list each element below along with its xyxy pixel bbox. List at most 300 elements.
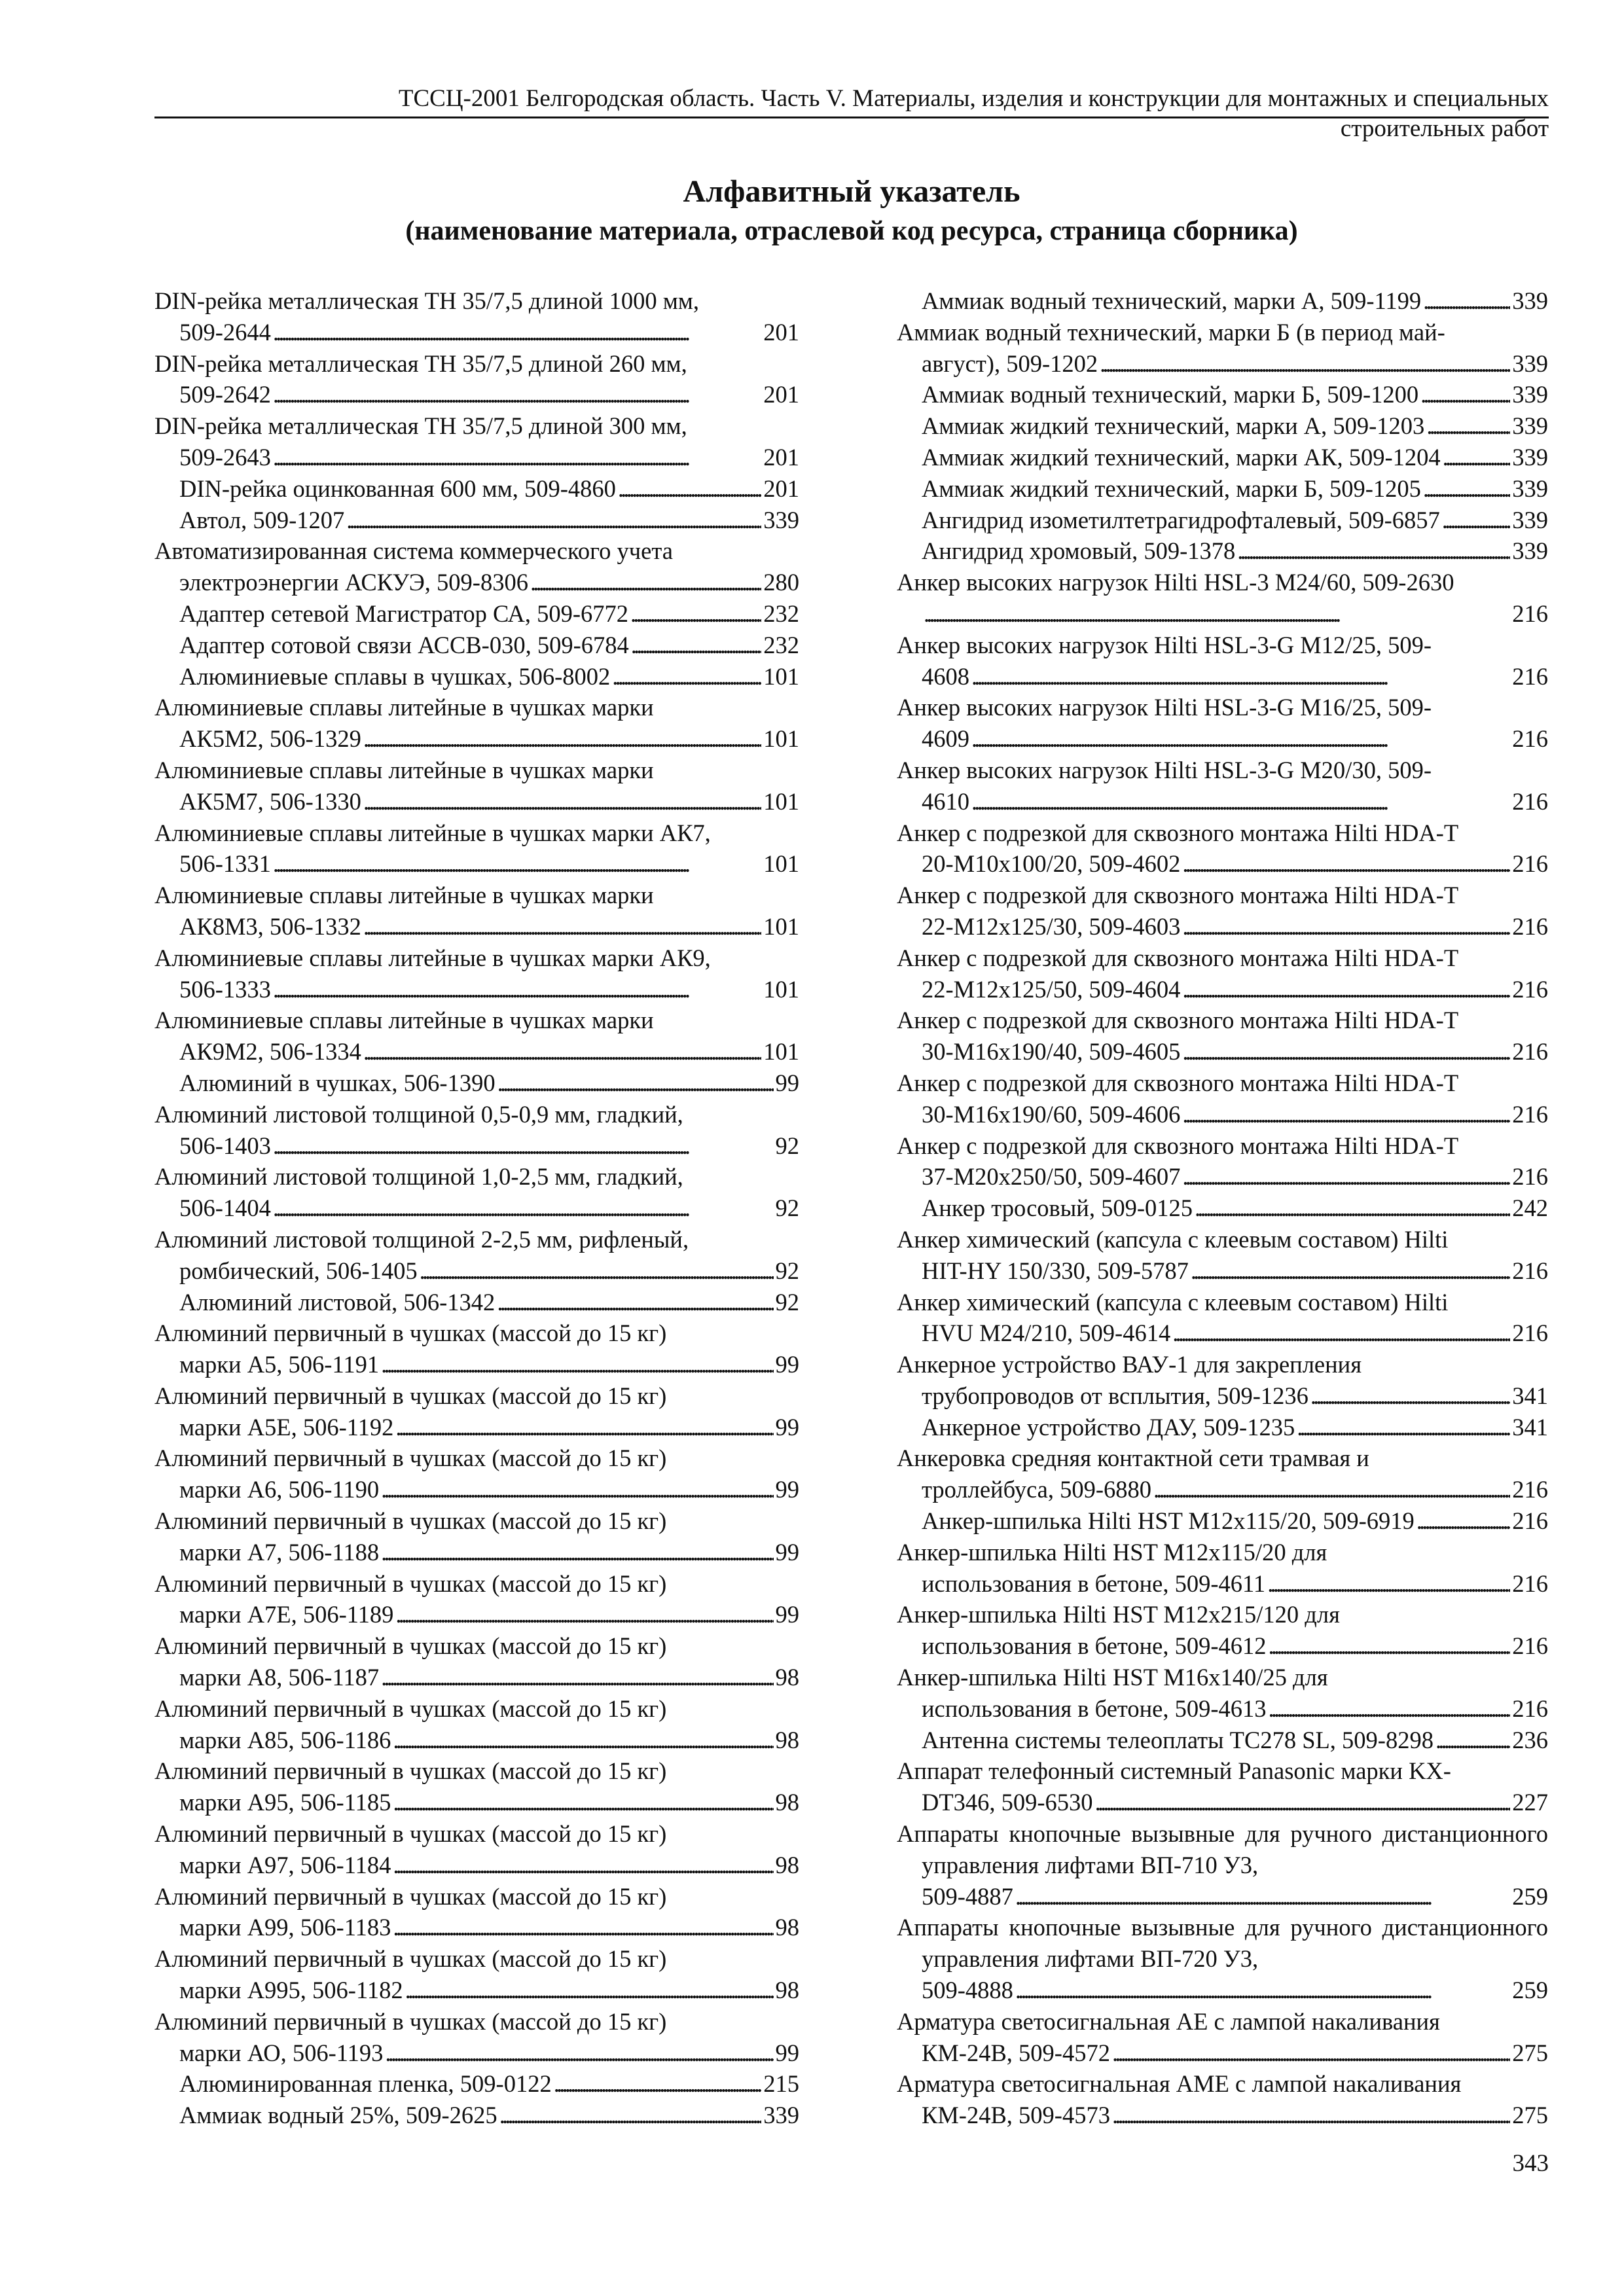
entry-text: Анкер с подрезкой для сквозного монтажа Hilti HDA-T [897, 1069, 1459, 1096]
entry-text: Анкер-шпилька Hilti HST M12x115/20 для [897, 1538, 1327, 1566]
entry-leader-line [179, 1912, 799, 1943]
entry-text: Алюминий первичный в чушках (массой до 15 кг) [154, 1570, 667, 1597]
entry-leader-line [922, 1630, 1548, 1662]
entry-code: 22-M12x125/30, 509-4603 [922, 912, 1181, 940]
entry-page-number: 201 [763, 318, 799, 346]
dot-leader [1182, 911, 1510, 942]
entry-leader-line [179, 379, 799, 410]
entry-page-number: 216 [1512, 1257, 1548, 1284]
entry-text: Алюминиевые сплавы литейные в чушках марки [154, 694, 654, 721]
entry-code: HVU M24/210, 509-4614 [922, 1319, 1171, 1347]
index-entry [154, 1630, 799, 1693]
entry-page-number: 201 [763, 475, 799, 502]
entry-text: Алюминий листовой толщиной 0,5-0,9 мм, гладкий, [154, 1100, 683, 1128]
entry-code: Анкерное устройство ДАУ, 509-1235 [922, 1413, 1295, 1441]
dot-leader [1182, 974, 1510, 1005]
entry-leader-line [922, 1099, 1548, 1130]
dot-leader [1416, 1505, 1511, 1537]
entry-code: марки А7Е, 506-1189 [179, 1601, 394, 1628]
index-entry [154, 942, 799, 1005]
entry-leader-line [922, 1725, 1548, 1756]
dot-leader [273, 1130, 774, 1162]
dot-leader [393, 1912, 773, 1943]
entry-text: Анкер химический (капсула с клеевым составом) Hilti [897, 1288, 1449, 1316]
dot-leader [273, 848, 761, 880]
entry-page-number: 101 [763, 662, 799, 690]
entry-code: 506-1331 [179, 850, 271, 878]
index-entry [897, 630, 1548, 692]
index-entry [897, 1912, 1548, 2005]
entry-code: марки А7, 506-1188 [179, 1538, 380, 1566]
entry-page-number: 98 [775, 1664, 799, 1691]
index-entry [897, 317, 1548, 380]
dot-leader [1095, 1787, 1511, 1818]
entry-leader-line [179, 567, 799, 598]
index-entry [154, 755, 799, 817]
entry-page-number: 339 [1512, 412, 1548, 440]
entry-code: 4609 [922, 725, 969, 753]
entry-leader-line [922, 1036, 1548, 1067]
index-entry [897, 817, 1548, 880]
index-entry [897, 692, 1548, 755]
entry-text: Анкер высоких нагрузок Hilti HSL-3 M24/60, 509-2630 [897, 569, 1454, 596]
entry-page-number: 201 [763, 443, 799, 471]
running-header [154, 84, 1549, 144]
entry-page-number: 216 [1512, 1038, 1548, 1066]
entry-leader-line [922, 1881, 1548, 1912]
dot-leader [1153, 1474, 1510, 1505]
index-entry [154, 630, 799, 661]
entry-page-number: 339 [763, 2102, 799, 2129]
entry-page-number: 92 [775, 1288, 799, 1316]
entry-leader-line [922, 848, 1548, 880]
dot-leader [395, 1599, 773, 1630]
dot-leader [1442, 505, 1511, 536]
dot-leader [363, 1036, 761, 1067]
entry-leader-line [179, 2068, 799, 2100]
entry-leader-line [179, 317, 799, 348]
entry-page-number: 341 [1512, 1413, 1548, 1441]
entry-code: электроэнергии АСКУЭ, 509-8306 [179, 569, 528, 596]
dot-leader [631, 630, 762, 661]
entry-code: Антенна системы телеоплаты ТС278 SL, 509-8298 [922, 1726, 1434, 1753]
dot-leader [1267, 1568, 1510, 1600]
entry-page-number: 216 [1512, 1476, 1548, 1503]
dot-leader [1269, 1630, 1511, 1662]
entry-text: Алюминий первичный в чушках (массой до 15 кг) [154, 1507, 667, 1535]
entry-leader-line [922, 598, 1548, 630]
entry-code: 506-1403 [179, 1132, 271, 1159]
entry-page-number: 101 [763, 1038, 799, 1066]
index-entry [897, 1599, 1548, 1662]
dot-leader [1423, 473, 1510, 505]
index-entry [897, 505, 1548, 536]
entry-leader-line [179, 1412, 799, 1443]
entry-code: марки А5, 506-1191 [179, 1351, 380, 1378]
entry-page-number: 216 [1512, 1163, 1548, 1191]
entry-text: Алюминий первичный в чушках (массой до 15 кг) [154, 2007, 667, 2035]
entry-leader-line [922, 505, 1548, 536]
entry-page-number: 339 [1512, 443, 1548, 471]
index-entry [897, 1537, 1548, 1600]
entry-page-number: 216 [1512, 912, 1548, 940]
entry-code: Адаптер сетевой Магистратор СА, 509-6772 [179, 600, 628, 627]
index-entry [154, 1505, 799, 1568]
entry-leader-line [179, 598, 799, 630]
dot-leader [363, 786, 761, 817]
entry-page-number: 92 [775, 1257, 799, 1284]
dot-leader [1182, 1036, 1510, 1067]
entry-page-number: 201 [763, 381, 799, 408]
index-entry [154, 2068, 799, 2100]
entry-page-number: 92 [775, 1194, 799, 1222]
dot-leader [420, 1255, 774, 1287]
index-entry [154, 1693, 799, 1756]
entry-code: АК5М7, 506-1330 [179, 787, 361, 815]
dot-leader [971, 661, 1510, 692]
entry-code: 37-M20x250/50, 509-4607 [922, 1163, 1181, 1191]
index-entry [897, 1818, 1548, 1912]
dot-leader [971, 786, 1510, 817]
entry-text: Алюминиевые сплавы литейные в чушках марки [154, 1007, 654, 1034]
entry-code: 30-M16x190/40, 509-4605 [922, 1038, 1181, 1066]
entry-text: Алюминий первичный в чушках (массой до 15 кг) [154, 1319, 667, 1347]
index-entry [154, 348, 799, 411]
dot-leader [273, 379, 761, 410]
entry-leader-line [922, 911, 1548, 942]
entry-page-number: 99 [775, 2039, 799, 2066]
entry-code: DIN-рейка оцинкованная 600 мм, 509-4860 [179, 475, 616, 502]
dot-leader [1182, 1099, 1510, 1130]
entry-page-number: 216 [1512, 975, 1548, 1003]
index-entry [897, 1067, 1548, 1130]
dot-leader [497, 1067, 774, 1099]
entry-page-number: 242 [1512, 1194, 1548, 1222]
entry-page-number: 280 [763, 569, 799, 596]
index-entry [897, 942, 1548, 1005]
entry-leader-line [922, 410, 1548, 442]
index-entry [897, 535, 1548, 567]
entry-leader-line [179, 1255, 799, 1287]
entry-leader-line [922, 1193, 1548, 1224]
entry-code: HIT-HY 150/330, 509-5787 [922, 1257, 1189, 1284]
dot-leader [530, 567, 761, 598]
entry-page-number: 99 [775, 1476, 799, 1503]
dot-leader [554, 2068, 762, 2100]
dot-leader [1420, 379, 1510, 410]
dot-leader [405, 1975, 774, 2006]
entry-page-number: 339 [1512, 381, 1548, 408]
dot-leader [273, 974, 761, 1005]
dot-leader [381, 1474, 773, 1505]
index-entry [154, 692, 799, 755]
entry-code: 30-M16x190/60, 509-4606 [922, 1100, 1181, 1128]
entry-code: Анкер тросовый, 509-0125 [922, 1194, 1193, 1222]
index-entry [897, 1412, 1548, 1443]
entry-text: Алюминий первичный в чушках (массой до 15 кг) [154, 1945, 667, 1973]
entry-text: Алюминиевые сплавы литейные в чушках марки АК7, [154, 819, 711, 846]
page-subtitle: (наименование материала, отраслевой код ресурса, страница сборника) [405, 216, 1298, 246]
index-entry [154, 598, 799, 630]
entry-code: 20-M10x100/20, 509-4602 [922, 850, 1181, 878]
dot-leader [971, 723, 1510, 755]
index-entry [154, 661, 799, 692]
dot-leader [618, 473, 761, 505]
index-entry [897, 1725, 1548, 1756]
entry-text: Анкер высоких нагрузок Hilti HSL-3-G M20/30, 509- [897, 756, 1432, 783]
entry-page-number: 98 [775, 1851, 799, 1878]
entry-leader-line [179, 723, 799, 755]
index-entry [154, 1005, 799, 1067]
dot-leader [385, 2037, 773, 2069]
index-entry [897, 1505, 1548, 1537]
dot-leader [363, 911, 761, 942]
index-entry [154, 1318, 799, 1380]
entry-code: Ангидрид изометилтетрагидрофталевый, 509-6857 [922, 506, 1440, 533]
entry-text: Анкер химический (капсула с клеевым составом) Hilti [897, 1225, 1449, 1253]
entry-code: марки А85, 506-1186 [179, 1726, 391, 1753]
entry-page-number: 101 [763, 787, 799, 815]
page-number: 343 [1512, 2150, 1549, 2177]
index-entry [897, 379, 1548, 410]
index-entry [897, 1287, 1548, 1350]
entry-leader-line [179, 1850, 799, 1881]
entry-code: трубопроводов от всплытия, 509-1236 [922, 1382, 1308, 1409]
entry-code: Алюминий листовой, 506-1342 [179, 1288, 496, 1316]
entry-page-number: 339 [1512, 537, 1548, 565]
entry-code: Алюминированная пленка, 509-0122 [179, 2070, 552, 2098]
entry-text: Аппараты кнопочные вызывные для ручного дистанционного управления лифтами ВП-720 У3, [897, 1914, 1548, 1973]
index-entry [154, 1818, 799, 1881]
entry-text: Анкеровка средняя контактной сети трамвая и [897, 1444, 1369, 1472]
entry-text: Алюминий первичный в чушках (массой до 15 кг) [154, 1632, 667, 1660]
index-entry [897, 880, 1548, 942]
entry-code: 506-1333 [179, 975, 271, 1003]
dot-leader [346, 505, 761, 536]
entry-code: Автол, 509-1207 [179, 506, 345, 533]
entry-leader-line [179, 1725, 799, 1756]
index-entry [154, 505, 799, 536]
index-entry [154, 1099, 799, 1162]
entry-page-number: 216 [1512, 787, 1548, 815]
entry-text: Алюминий первичный в чушках (массой до 15 кг) [154, 1382, 667, 1409]
entry-code: 506-1404 [179, 1194, 271, 1222]
index-entry [897, 1662, 1548, 1725]
entry-page-number: 216 [1512, 662, 1548, 690]
entry-page-number: 216 [1512, 1695, 1548, 1722]
index-entry [154, 285, 799, 348]
entry-code: марки АО, 506-1193 [179, 2039, 384, 2066]
entry-page-number: 232 [763, 631, 799, 658]
entry-leader-line [922, 535, 1548, 567]
entry-page-number: 216 [1512, 850, 1548, 878]
entry-text: Алюминий листовой толщиной 1,0-2,5 мм, гладкий, [154, 1163, 683, 1191]
entry-code: ромбический, 506-1405 [179, 1257, 418, 1284]
index-entry [897, 2068, 1548, 2131]
entry-leader-line [922, 1975, 1548, 2006]
entry-leader-line [179, 661, 799, 692]
index-entry [154, 1287, 799, 1318]
entry-page-number: 232 [763, 600, 799, 627]
dot-leader [1172, 1318, 1510, 1349]
dot-leader [395, 1412, 773, 1443]
dot-leader [393, 1787, 773, 1818]
entry-code: Анкер-шпилька Hilti HST M12x115/20, 509-6919 [922, 1507, 1415, 1535]
entry-page-number: 98 [775, 1977, 799, 2004]
entry-page-number: 216 [1512, 600, 1548, 627]
entry-code: марки А95, 506-1185 [179, 1789, 391, 1816]
entry-page-number: 98 [775, 1914, 799, 1941]
entry-page-number: 275 [1512, 2039, 1548, 2066]
dot-leader [273, 317, 761, 348]
entry-leader-line [179, 442, 799, 473]
dot-leader [612, 661, 761, 692]
entry-leader-line [922, 1693, 1548, 1725]
dot-leader [924, 598, 1510, 630]
index-entry [154, 2006, 799, 2069]
entry-page-number: 98 [775, 1726, 799, 1753]
entry-text: Алюминиевые сплавы литейные в чушках марки АК9, [154, 944, 711, 971]
entry-leader-line [179, 1349, 799, 1380]
entry-page-number: 339 [1512, 350, 1548, 377]
entry-page-number: 99 [775, 1538, 799, 1566]
index-entry [897, 442, 1548, 473]
index-entry [154, 880, 799, 942]
entry-text: Аппарат телефонный системный Panasonic марки KX- [897, 1757, 1451, 1785]
dot-leader [497, 1287, 773, 1318]
dot-leader [1443, 442, 1511, 473]
entry-code: Аммиак водный технический, марки А, 509-1199 [922, 287, 1422, 314]
dot-leader [499, 2100, 762, 2131]
index-entry [154, 1755, 799, 1818]
entry-text: Арматура светосигнальная АМЕ с лампой накаливания [897, 2070, 1462, 2098]
entry-leader-line [922, 1161, 1548, 1193]
entry-code: Аммиак водный 25%, 509-2625 [179, 2102, 497, 2129]
entry-text: Арматура светосигнальная АЕ с лампой накаливания [897, 2007, 1440, 2035]
entry-page-number: 92 [775, 1132, 799, 1159]
dot-leader [1015, 1975, 1510, 2006]
index-entry [154, 1380, 799, 1443]
entry-text: DIN-рейка металлическая ТН 35/7,5 длиной 260 мм, [154, 350, 687, 377]
entry-code: DT346, 509-6530 [922, 1789, 1093, 1816]
index-entry [154, 1224, 799, 1287]
page-title: Алфавитный указатель [683, 174, 1020, 209]
dot-leader [1112, 2037, 1510, 2069]
dot-leader [1269, 1693, 1511, 1725]
dot-leader [1191, 1255, 1510, 1287]
index-entry [154, 410, 799, 473]
index-entry [897, 473, 1548, 505]
entry-page-number: 216 [1512, 725, 1548, 753]
entry-code: марки А5Е, 506-1192 [179, 1413, 394, 1441]
entry-page-number: 99 [775, 1413, 799, 1441]
index-entry [897, 2006, 1548, 2069]
entry-text: Алюминий первичный в чушках (массой до 15 кг) [154, 1444, 667, 1472]
entry-leader-line [922, 1255, 1548, 1287]
entry-code: АК9М2, 506-1334 [179, 1038, 361, 1066]
dot-leader [1100, 348, 1510, 380]
entry-leader-line [179, 1193, 799, 1224]
entry-page-number: 339 [1512, 475, 1548, 502]
entry-text: Анкер с подрезкой для сквозного монтажа Hilti HDA-T [897, 944, 1459, 971]
index-entry [897, 410, 1548, 442]
entry-leader-line [179, 786, 799, 817]
dot-leader [381, 1349, 773, 1380]
entry-leader-line [179, 630, 799, 661]
entry-code: марки А995, 506-1182 [179, 1977, 403, 2004]
entry-page-number: 216 [1512, 1507, 1548, 1535]
entry-page-number: 216 [1512, 1100, 1548, 1128]
entry-code: 509-2643 [179, 443, 271, 471]
entry-leader-line [922, 661, 1548, 692]
dot-leader [1310, 1380, 1510, 1412]
entry-page-number: 341 [1512, 1382, 1548, 1409]
entry-page-number: 339 [1512, 287, 1548, 314]
entry-page-number: 275 [1512, 2102, 1548, 2129]
entry-code: троллейбуса, 509-6880 [922, 1476, 1152, 1503]
entry-page-number: 339 [763, 506, 799, 533]
entry-text: Анкерное устройство ВАУ-1 для закрепления [897, 1351, 1362, 1378]
entry-text: Алюминий первичный в чушках (массой до 15 кг) [154, 1757, 667, 1785]
entry-code: марки А97, 506-1184 [179, 1851, 391, 1878]
entry-code: использования в бетоне, 509-4613 [922, 1695, 1267, 1722]
index-entry [154, 1943, 799, 2006]
index-entry [154, 1067, 799, 1099]
dot-leader [1426, 410, 1510, 442]
index-entry [154, 535, 799, 598]
index-entry [897, 755, 1548, 817]
entry-leader-line [179, 848, 799, 880]
entry-code: марки А99, 506-1183 [179, 1914, 391, 1941]
index-entry [154, 1443, 799, 1505]
title-block [154, 171, 1549, 250]
entry-text: Алюминий первичный в чушках (массой до 15 кг) [154, 1882, 667, 1910]
entry-code: 509-2644 [179, 318, 271, 346]
entry-text: Анкер высоких нагрузок Hilti HSL-3-G M12/25, 509- [897, 631, 1432, 658]
index-entry [154, 1881, 799, 1944]
entry-leader-line [179, 505, 799, 536]
entry-page-number: 259 [1512, 1882, 1548, 1910]
entry-text: Алюминий первичный в чушках (массой до 15 кг) [154, 1820, 667, 1848]
header-line-1: ТССЦ-2001 Белгородская область. Часть V. Материалы, изделия и конструкции для монтажных и специальных [398, 85, 1549, 112]
dot-leader [1195, 1193, 1510, 1224]
entry-page-number: 99 [775, 1351, 799, 1378]
entry-code: Аммиак жидкий технический, марки АК, 509-1204 [922, 443, 1441, 471]
entry-page-number: 101 [763, 975, 799, 1003]
index-entry [154, 473, 799, 505]
index-entry [897, 567, 1548, 630]
dot-leader [363, 723, 761, 755]
entry-leader-line [179, 1067, 799, 1099]
entry-leader-line [922, 285, 1548, 317]
entry-page-number: 98 [775, 1789, 799, 1816]
entry-code: Аммиак водный технический, марки Б, 509-1200 [922, 381, 1419, 408]
entry-text: Аммиак водный технический, марки Б (в период май- [897, 318, 1445, 346]
dot-leader [1015, 1881, 1510, 1912]
entry-page-number: 215 [763, 2070, 799, 2098]
index-entry [897, 1224, 1548, 1287]
entry-leader-line [179, 1287, 799, 1318]
entry-text: Автоматизированная система коммерческого учета [154, 537, 673, 565]
entry-code: КМ-24В, 509-4573 [922, 2102, 1110, 2129]
index-entry [154, 1568, 799, 1631]
dot-leader [381, 1537, 773, 1568]
entry-code: 4608 [922, 662, 969, 690]
entry-leader-line [922, 473, 1548, 505]
entry-page-number: 236 [1512, 1726, 1548, 1753]
entry-leader-line [179, 2100, 799, 2131]
entry-leader-line [922, 974, 1548, 1005]
